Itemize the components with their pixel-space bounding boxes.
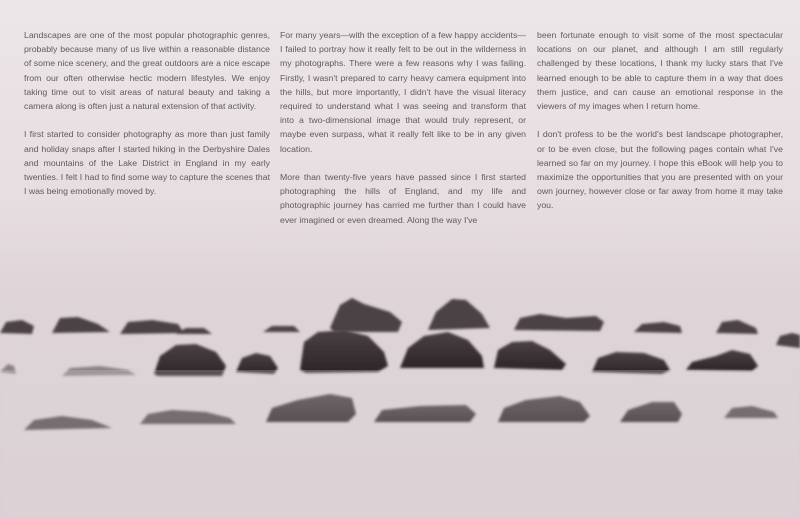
paragraph: been fortunate enough to visit some of the most spectacular locations on our planet, and although I am still regularly challenged by these locations, I thank my lucky stars that I've learned enough to be able to capture them in a way that does them justice, and can cause an emotional response in the viewers of my images when I return home. — [537, 30, 783, 112]
paragraph: Landscapes are one of the most popular photographic genres, probably because many of us live within a reasonable distance of some nice scenery, and the great outdoors are a nice escape from our often otherwise hectic modern lifestyles. We enjoy taking time out to visit areas of natural beauty and taking a camera along is often just a natural extension of that activity. — [24, 30, 270, 112]
paragraph: I first started to consider photography as more than just family and holiday snaps after I started hiking in the Derbyshire Dales and mountains of the Lake District in England in my early twenties. I felt I had to find some way to capture the scenes that I was being emotionally moved by. — [24, 129, 270, 197]
text-column-1 — [24, 28, 270, 213]
paragraph: For many years—with the exception of a few happy accidents—I failed to portray how it really felt to be out in the wilderness in my photographs. There were a few reasons why I was failing. Firstly, I wasn't prepared to carry heavy camera equipment into the hills, but more importantly, I didn't have the visual literacy required to understand what I was seeing and transform that into a two-dimensional image that would truly represent, or maybe even surpass, what it really felt like to be in any given location. — [280, 30, 526, 154]
text-column-3 — [537, 28, 783, 227]
paragraph: I don't profess to be the world's best landscape photographer, or to be even close, but the following pages contain what I've learned so far on my journey. I hope this eBook will help you to maximize the opportunities that you are presented with on your own journey, however close or far away from home it may take you. — [537, 129, 783, 211]
paragraph: More than twenty-five years have passed since I first started photographing the hills of England, and my life and photographic journey has carried me further than I could have ever imagined or even dreamed. Along the way I've — [280, 172, 526, 225]
text-column-2 — [280, 28, 526, 241]
